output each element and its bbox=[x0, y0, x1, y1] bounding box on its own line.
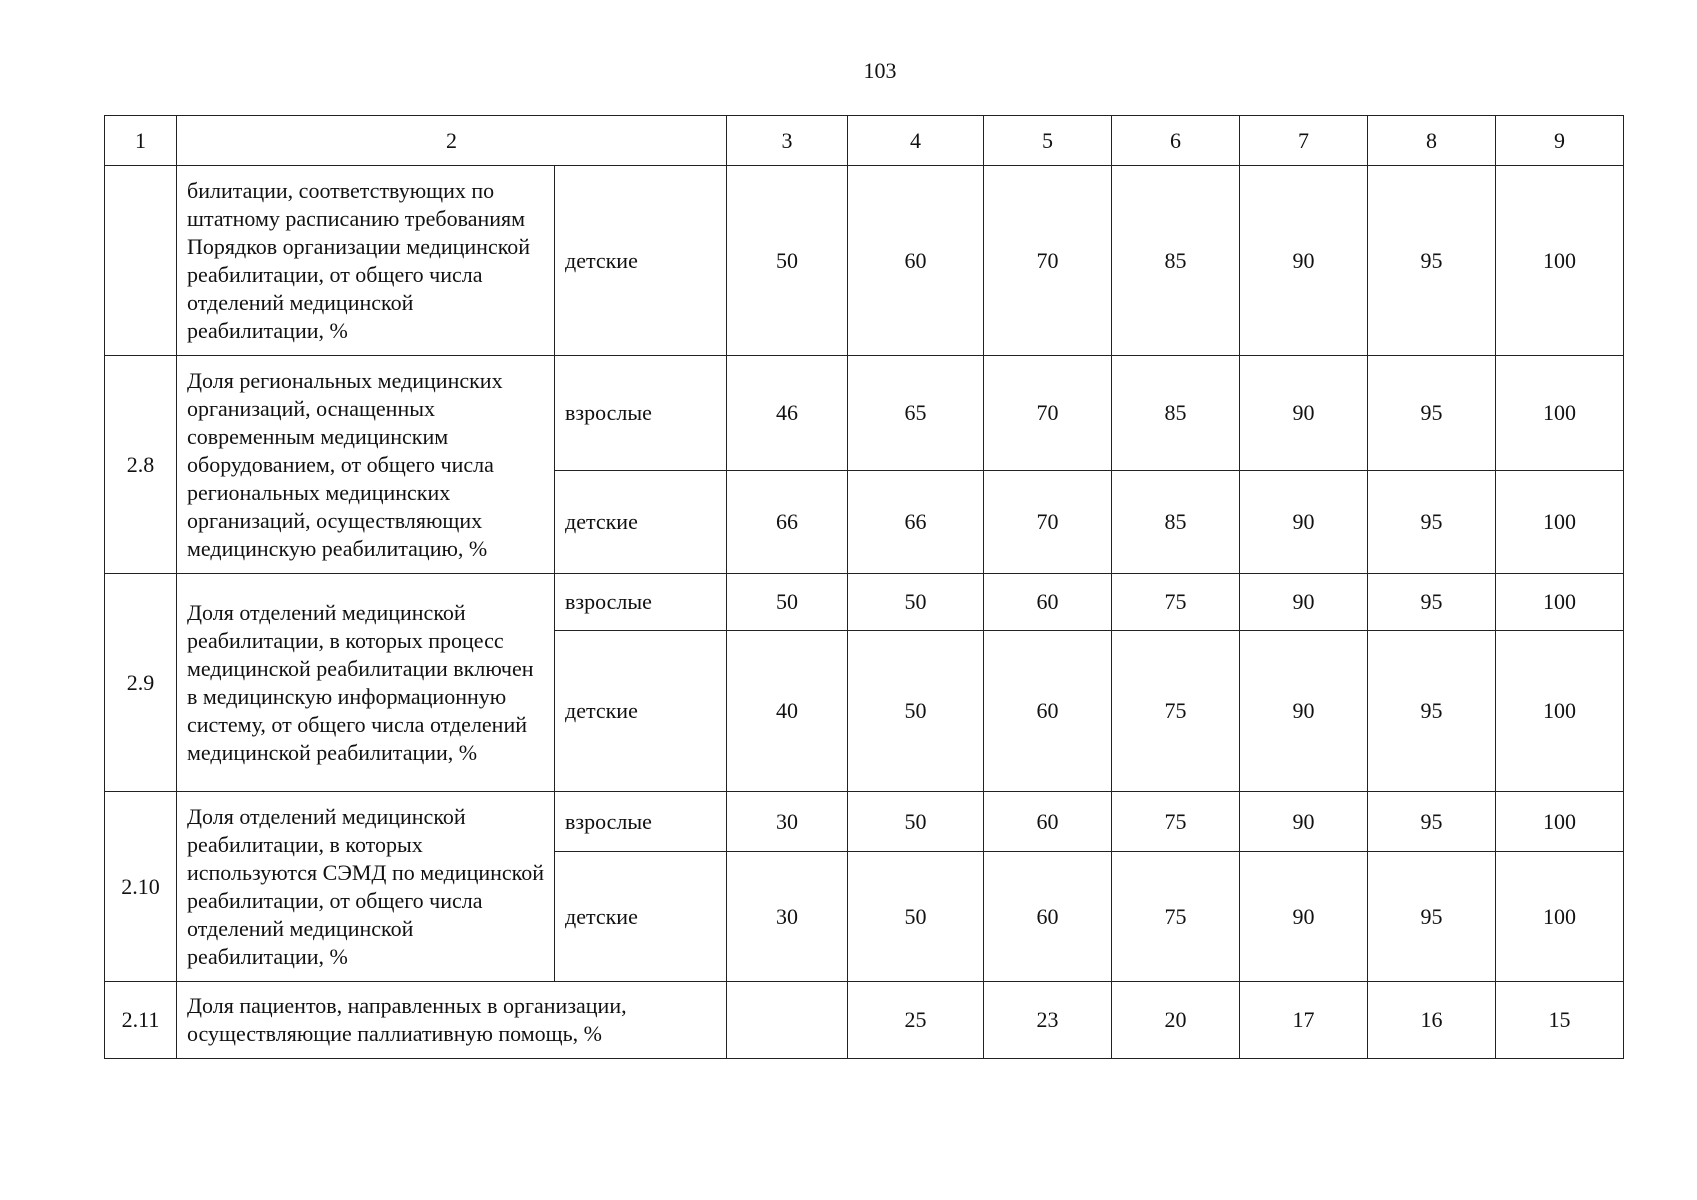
value-cell: 25 bbox=[848, 982, 984, 1059]
value-cell: 17 bbox=[1240, 982, 1368, 1059]
value-cell: 70 bbox=[984, 356, 1112, 471]
value-cell: 90 bbox=[1240, 166, 1368, 356]
row-number-cell: 2.8 bbox=[105, 356, 177, 574]
group-label: детские bbox=[555, 166, 727, 356]
header-cell: 2 bbox=[177, 116, 727, 166]
indicator-description: Доля региональных медицинских организаций, оснащенных современным медицинским оборудованием, от общего числа региональных медицинских организаций, осуществляющих медицинскую реабилитацию, % bbox=[177, 356, 555, 574]
value-cell: 100 bbox=[1496, 631, 1624, 792]
value-cell: 50 bbox=[848, 574, 984, 631]
header-cell: 6 bbox=[1112, 116, 1240, 166]
value-cell: 65 bbox=[848, 356, 984, 471]
value-cell: 16 bbox=[1368, 982, 1496, 1059]
value-cell: 85 bbox=[1112, 471, 1240, 574]
row-number-cell: 2.11 bbox=[105, 982, 177, 1059]
group-label: взрослые bbox=[555, 356, 727, 471]
indicator-description: билитации, соответствующих по штатному расписанию требованиям Порядков организации медицинской реабилитации, от общего числа отделений медицинской реабилитации, % bbox=[177, 166, 555, 356]
value-cell: 50 bbox=[848, 852, 984, 982]
value-cell: 50 bbox=[727, 166, 848, 356]
value-cell: 95 bbox=[1368, 356, 1496, 471]
table-row bbox=[105, 792, 1624, 852]
group-label: детские bbox=[555, 631, 727, 792]
value-cell: 95 bbox=[1368, 852, 1496, 982]
value-cell: 60 bbox=[848, 166, 984, 356]
group-label: детские bbox=[555, 471, 727, 574]
page-number: 103 bbox=[863, 58, 897, 83]
value-cell: 100 bbox=[1496, 574, 1624, 631]
header-cell: 9 bbox=[1496, 116, 1624, 166]
value-cell: 90 bbox=[1240, 792, 1368, 852]
value-cell: 100 bbox=[1496, 356, 1624, 471]
value-cell: 85 bbox=[1112, 356, 1240, 471]
value-cell: 50 bbox=[848, 792, 984, 852]
value-cell: 95 bbox=[1368, 471, 1496, 574]
value-cell: 100 bbox=[1496, 852, 1624, 982]
value-cell: 46 bbox=[727, 356, 848, 471]
value-cell: 95 bbox=[1368, 792, 1496, 852]
header-cell: 3 bbox=[727, 116, 848, 166]
value-cell: 75 bbox=[1112, 631, 1240, 792]
value-cell: 100 bbox=[1496, 792, 1624, 852]
value-cell: 50 bbox=[727, 574, 848, 631]
group-label: детские bbox=[555, 852, 727, 982]
row-number-cell bbox=[105, 166, 177, 356]
row-number-cell: 2.10 bbox=[105, 792, 177, 982]
value-cell: 15 bbox=[1496, 982, 1624, 1059]
value-cell: 75 bbox=[1112, 792, 1240, 852]
table-row bbox=[105, 166, 1624, 356]
table-row bbox=[105, 356, 1624, 471]
value-cell: 75 bbox=[1112, 574, 1240, 631]
value-cell: 90 bbox=[1240, 631, 1368, 792]
value-cell: 40 bbox=[727, 631, 848, 792]
group-label: взрослые bbox=[555, 792, 727, 852]
table-row bbox=[105, 982, 1624, 1059]
value-cell: 90 bbox=[1240, 356, 1368, 471]
table-row bbox=[105, 574, 1624, 631]
indicator-description: Доля отделений медицинской реабилитации, в которых используются СЭМД по медицинской реабилитации, от общего числа отделений медицинской реабилитации, % bbox=[177, 792, 555, 982]
value-cell: 30 bbox=[727, 792, 848, 852]
header-cell: 8 bbox=[1368, 116, 1496, 166]
value-cell: 60 bbox=[984, 852, 1112, 982]
value-cell: 50 bbox=[848, 631, 984, 792]
value-cell: 60 bbox=[984, 792, 1112, 852]
header-cell: 1 bbox=[105, 116, 177, 166]
indicators-table bbox=[104, 115, 1624, 1059]
value-cell: 20 bbox=[1112, 982, 1240, 1059]
group-label: взрослые bbox=[555, 574, 727, 631]
value-cell: 60 bbox=[984, 574, 1112, 631]
indicator-description: Доля пациентов, направленных в организации, осуществляющие паллиативную помощь, % bbox=[177, 982, 727, 1059]
value-cell: 95 bbox=[1368, 166, 1496, 356]
value-cell: 95 bbox=[1368, 631, 1496, 792]
value-cell: 70 bbox=[984, 166, 1112, 356]
value-cell: 90 bbox=[1240, 852, 1368, 982]
value-cell: 90 bbox=[1240, 574, 1368, 631]
value-cell: 100 bbox=[1496, 471, 1624, 574]
table-header-row bbox=[105, 116, 1624, 166]
value-cell: 60 bbox=[984, 631, 1112, 792]
value-cell: 30 bbox=[727, 852, 848, 982]
value-cell: 66 bbox=[727, 471, 848, 574]
value-cell: 23 bbox=[984, 982, 1112, 1059]
value-cell: 100 bbox=[1496, 166, 1624, 356]
value-cell: 90 bbox=[1240, 471, 1368, 574]
value-cell: 75 bbox=[1112, 852, 1240, 982]
value-cell: 85 bbox=[1112, 166, 1240, 356]
header-cell: 7 bbox=[1240, 116, 1368, 166]
row-number-cell: 2.9 bbox=[105, 574, 177, 792]
header-cell: 4 bbox=[848, 116, 984, 166]
value-cell bbox=[727, 982, 848, 1059]
value-cell: 95 bbox=[1368, 574, 1496, 631]
value-cell: 70 bbox=[984, 471, 1112, 574]
indicator-description: Доля отделений медицинской реабилитации, в которых процесс медицинской реабилитации включен в медицинскую информационную систему, от общего числа отделений медицинской реабилитации, % bbox=[177, 574, 555, 792]
header-cell: 5 bbox=[984, 116, 1112, 166]
value-cell: 66 bbox=[848, 471, 984, 574]
